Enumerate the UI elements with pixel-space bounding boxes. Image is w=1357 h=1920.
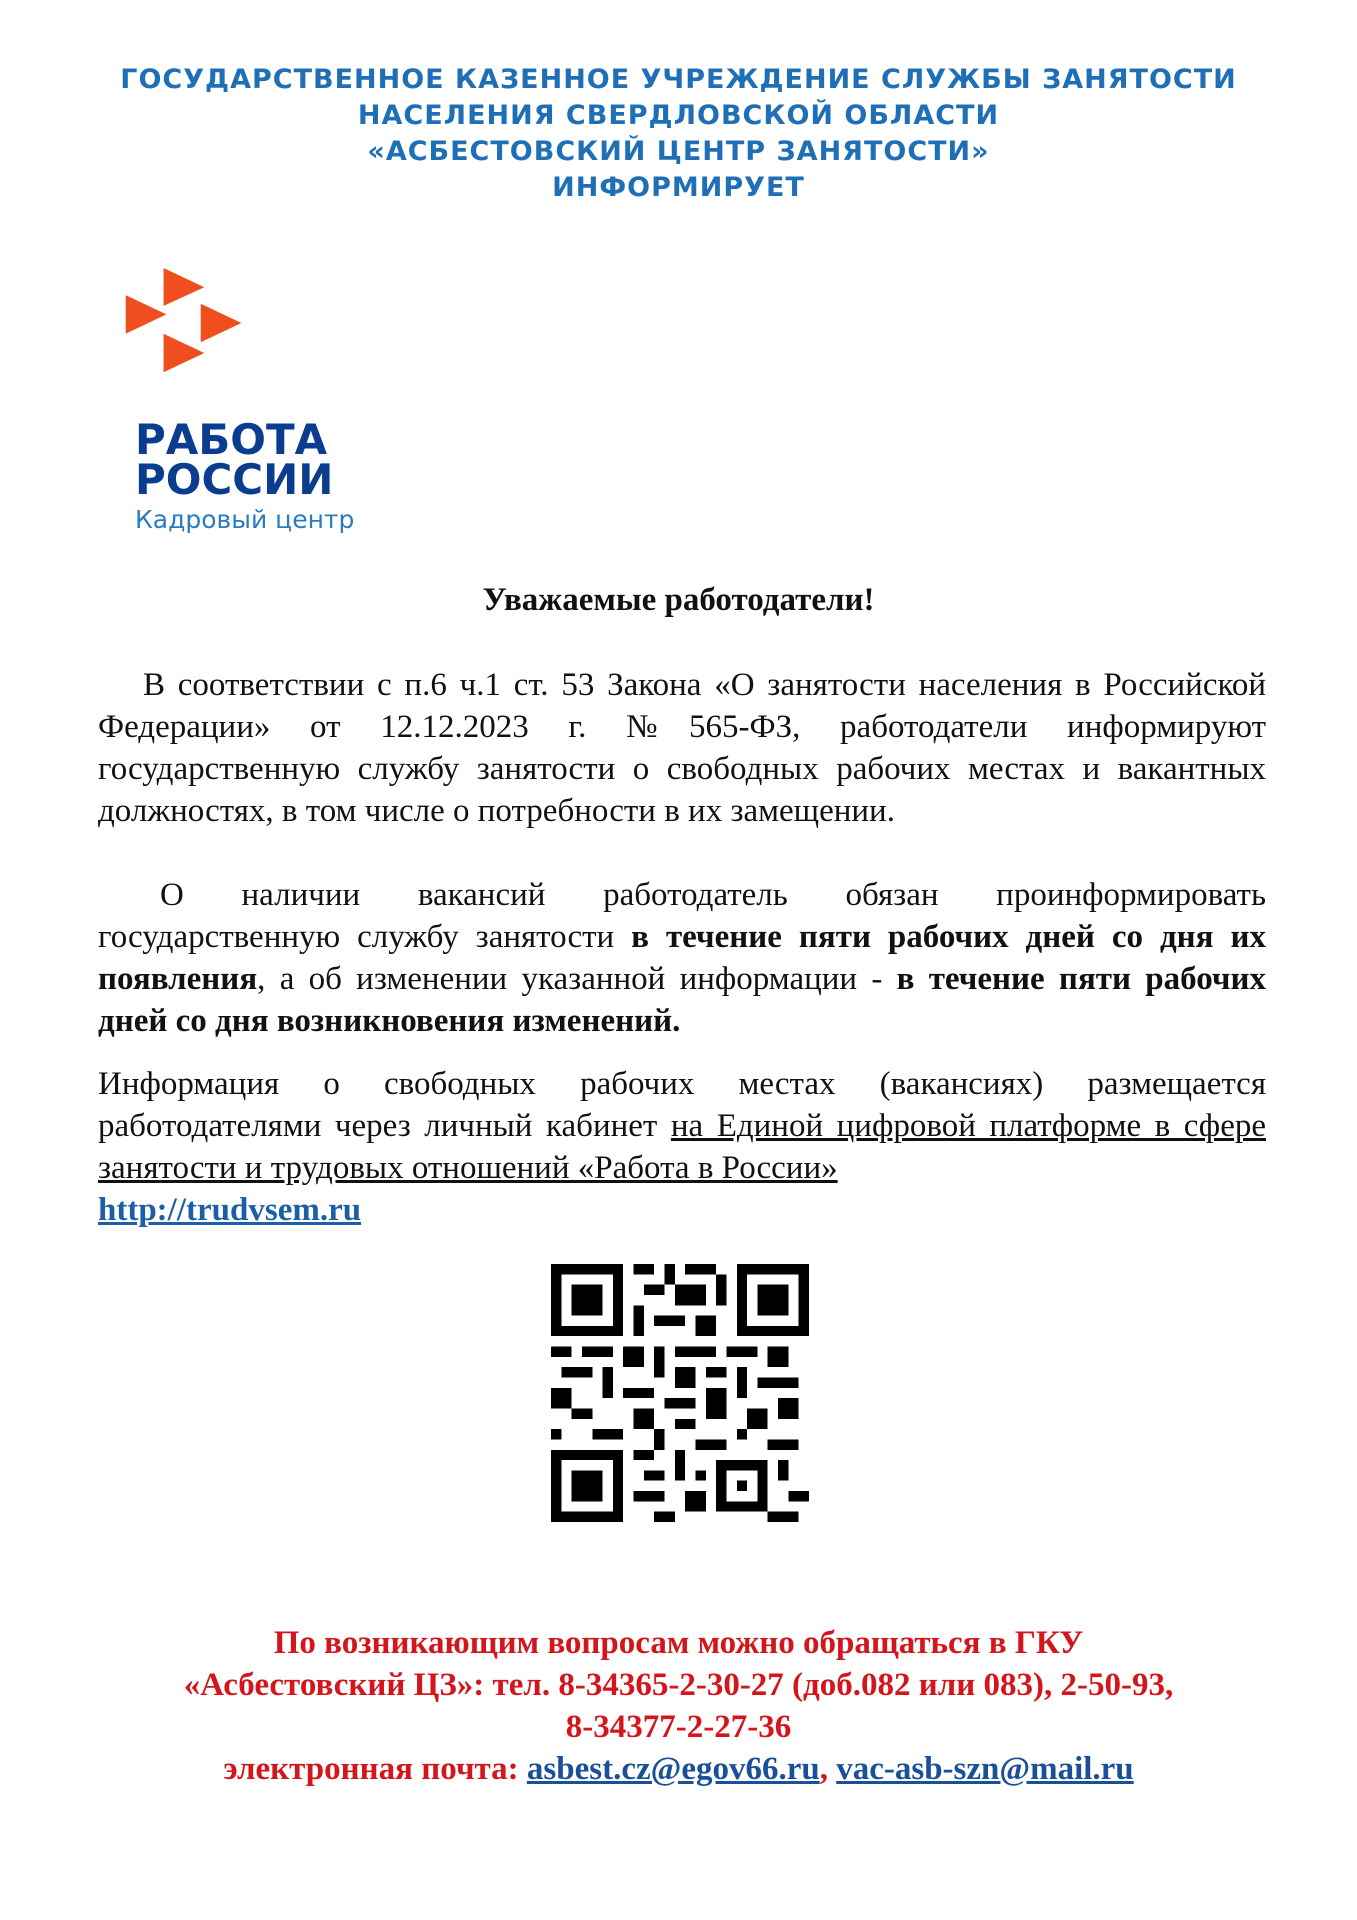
platform-link[interactable]: на Единой цифровой платформе в сфере занятости и трудовых отношений «Работа в России»	[98, 1108, 1266, 1186]
contacts-email-line	[0, 1748, 1357, 1790]
email-separator: ,	[819, 1751, 837, 1787]
email-link-2[interactable]: vac-asb-szn@mail.ru	[836, 1751, 1134, 1787]
paragraph-obligation-deadline-2: в течение пяти рабочих дней со дня возникновения изменений.	[98, 961, 1266, 1039]
header-line-3: «АСБЕСТОВСКИЙ ЦЕНТР ЗАНЯТОСТИ»	[367, 136, 990, 167]
contacts-line-3: 8-34377-2-27-36	[565, 1709, 792, 1745]
trudvsem-url-link[interactable]: http://trudvsem.ru	[98, 1192, 362, 1228]
header-line-4: ИНФОРМИРУЕТ	[552, 172, 805, 203]
greeting-heading: Уважаемые работодатели!	[482, 582, 875, 618]
organization-header	[0, 62, 1357, 206]
qr-code-icon[interactable]	[551, 1264, 809, 1522]
paragraph-obligation	[98, 874, 1266, 1042]
logo-subtitle: Кадровый центр	[135, 505, 355, 534]
contacts-line-1: По возникающим вопросам можно обращаться в ГКУ	[273, 1625, 1084, 1661]
paragraph-obligation-text-2: , а об изменении указанной информации -	[257, 961, 897, 997]
contacts-block	[0, 1622, 1357, 1790]
logo-text-line-2: РОССИИ	[135, 455, 334, 504]
paragraph-platform-text: Информация о свободных рабочих местах (вакансиях) размещается работодателями через личный кабинет	[98, 1066, 1266, 1144]
paragraph-platform-info	[98, 1063, 1266, 1231]
logo-text-line-1: РАБОТА	[135, 415, 328, 464]
header-line-1: ГОСУДАРСТВЕННОЕ КАЗЕННОЕ УЧРЕЖДЕНИЕ СЛУЖБЫ ЗАНЯТОСТИ	[120, 64, 1237, 95]
header-line-2: НАСЕЛЕНИЯ СВЕРДЛОВСКОЙ ОБЛАСТИ	[357, 100, 1000, 131]
paragraph-law-reference: В соответствии с п.6 ч.1 ст. 53 Закона «О занятости населения в Российской Федерации» от 12.12.2023 г. №565-ФЗ, работодатели информируют государственную службу занятости о свободных рабочих местах и вакантных должностях, в том числе о потребности в их замещении.	[98, 667, 1266, 829]
email-label: электронная почта:	[223, 1751, 527, 1787]
email-link-1[interactable]: asbest.cz@egov66.ru	[526, 1751, 820, 1787]
paragraph-obligation-text-1: О наличии вакансий работодатель обязан проинформировать государственную службу занятости	[98, 877, 1266, 955]
paragraph-obligation-deadline-1: в течение пяти рабочих дней со дня их появления	[98, 919, 1266, 997]
contacts-line-2: «Асбестовский ЦЗ»: тел. 8-34365-2-30-27 (доб.082 или 083), 2-50-93,	[183, 1667, 1174, 1703]
